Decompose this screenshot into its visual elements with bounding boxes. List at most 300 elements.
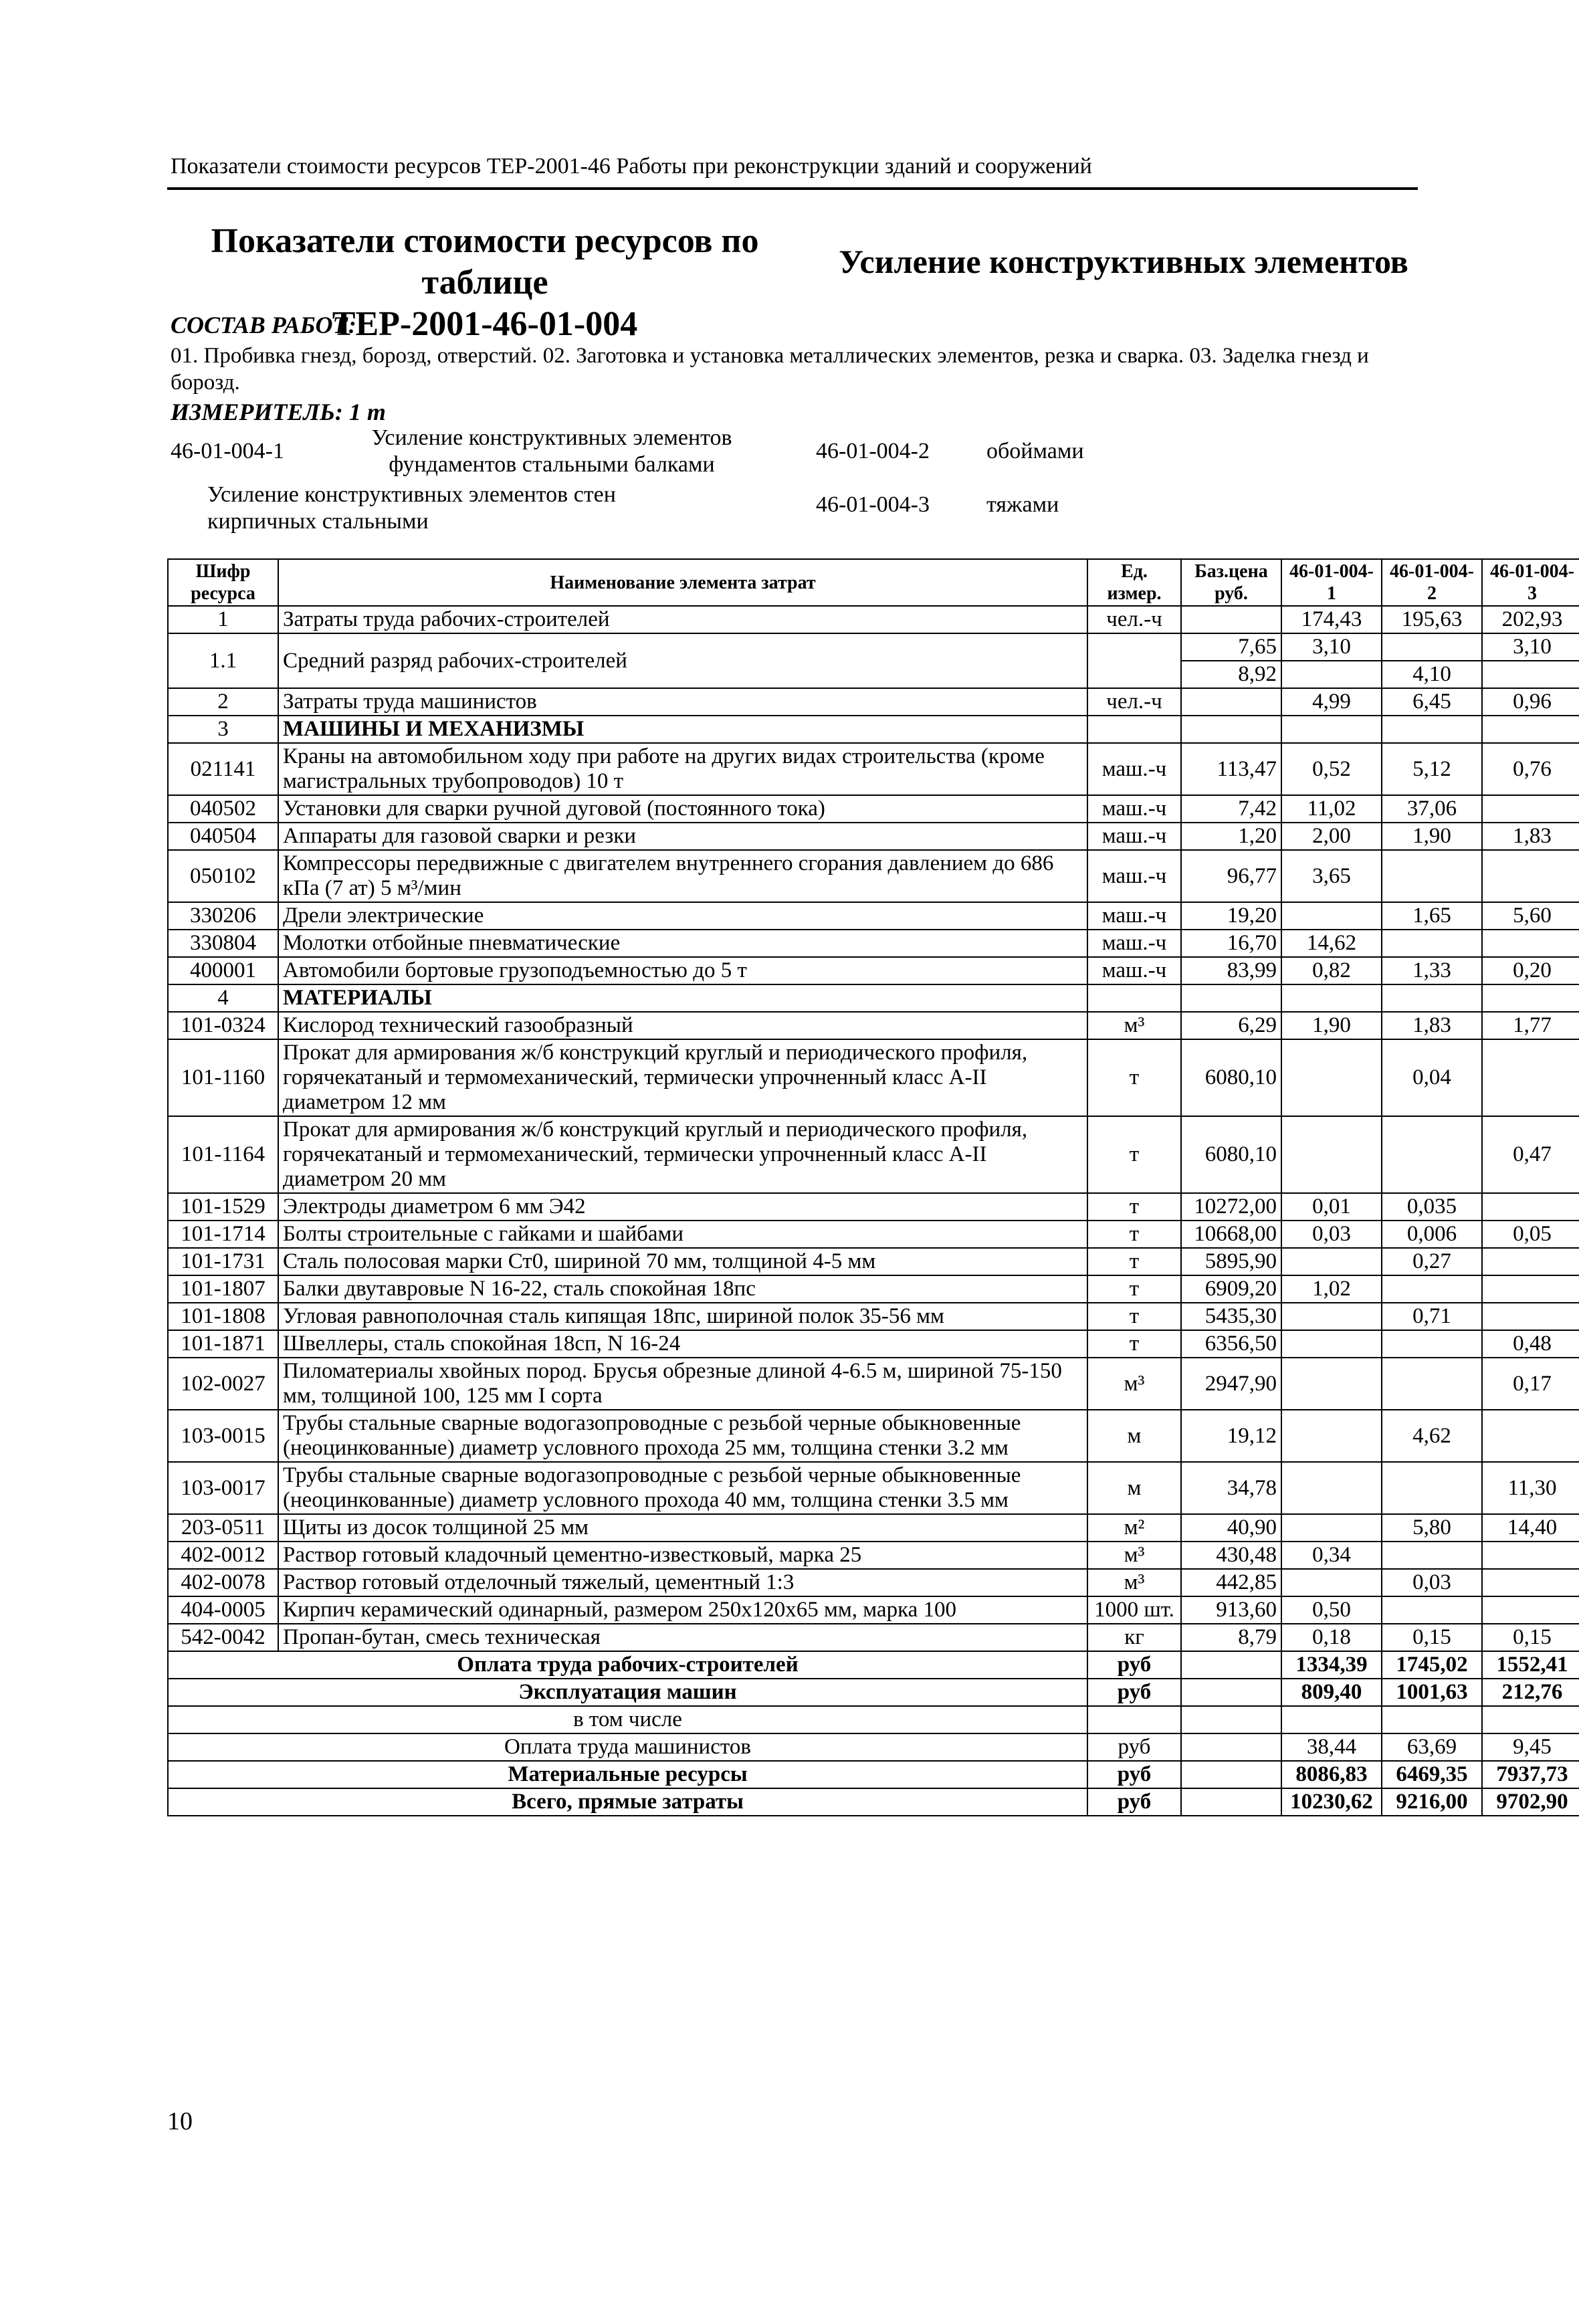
base-price: 5895,90	[1181, 1248, 1281, 1275]
resource-unit: маш.-ч	[1087, 850, 1181, 902]
resource-unit: т	[1087, 1248, 1181, 1275]
resource-unit: маш.-ч	[1087, 902, 1181, 930]
totals-row	[168, 1761, 1579, 1788]
header-variant-1: 46-01-004-1	[1281, 559, 1382, 606]
variant-2-value: 195,63	[1382, 606, 1482, 633]
variant-1-value: 0,50	[1281, 1596, 1382, 1624]
totals-label: Эксплуатация машин	[168, 1679, 1087, 1706]
totals-empty	[1181, 1733, 1281, 1761]
totals-row	[168, 1788, 1579, 1816]
variant-code-2: 46-01-004-2	[816, 439, 930, 463]
variant-3-value: 11,30	[1482, 1462, 1579, 1514]
base-price	[1181, 984, 1281, 1012]
resource-unit: кг	[1087, 1624, 1181, 1651]
resource-name: Болты строительные с гайками и шайбами	[278, 1221, 1087, 1248]
resource-name: Установки для сварки ручной дуговой (постоянного тока)	[278, 795, 1087, 823]
base-price: 113,47	[1181, 743, 1281, 795]
resource-code: 402-0012	[168, 1542, 278, 1569]
resource-code: 050102	[168, 850, 278, 902]
variant-2-value	[1382, 1596, 1482, 1624]
resource-name: Щиты из досок толщиной 25 мм	[278, 1514, 1087, 1542]
variant-3-value	[1482, 1248, 1579, 1275]
base-price: 6,29	[1181, 1012, 1281, 1039]
base-price: 34,78	[1181, 1462, 1281, 1514]
variant-1-value: 0,18	[1281, 1624, 1382, 1651]
base-price	[1181, 716, 1281, 743]
header-variant-3: 46-01-004-3	[1482, 559, 1579, 606]
table-row	[168, 957, 1579, 984]
resource-unit: чел.-ч	[1087, 606, 1181, 633]
base-price: 7,42	[1181, 795, 1281, 823]
table-row	[168, 984, 1579, 1012]
resource-code: 101-1714	[168, 1221, 278, 1248]
variant-3-value	[1482, 1193, 1579, 1221]
variant-3-value	[1482, 661, 1579, 688]
variant-2-value: 1,90	[1382, 823, 1482, 850]
resource-name: Затраты труда машинистов	[278, 688, 1087, 716]
totals-label: Оплата труда машинистов	[168, 1733, 1087, 1761]
resource-cost-table	[167, 558, 1579, 1816]
variant-1-value: 0,01	[1281, 1193, 1382, 1221]
table-row	[168, 1039, 1579, 1116]
variant-3-value: 0,76	[1482, 743, 1579, 795]
totals-variant-3: 7937,73	[1482, 1761, 1579, 1788]
section-title: Усиление конструктивных элементов	[839, 243, 1408, 280]
resource-name: Трубы стальные сварные водогазопроводные с резьбой черные обыкновенные (неоцинкованные) диаметр условного прохода 25 мм, толщина стенки 3.2 мм	[278, 1410, 1087, 1462]
resource-name: Краны на автомобильном ходу при работе на других видах строительства (кроме магистральных трубопроводов) 10 т	[278, 743, 1087, 795]
variant-2-value: 0,27	[1382, 1248, 1482, 1275]
variant-3-value: 0,15	[1482, 1624, 1579, 1651]
table-row	[168, 688, 1579, 716]
totals-empty	[1181, 1651, 1281, 1679]
totals-empty	[1181, 1788, 1281, 1816]
variant-1-value	[1281, 1514, 1382, 1542]
variant-2-value: 37,06	[1382, 795, 1482, 823]
header-name: Наименование элемента затрат	[278, 559, 1087, 606]
variant-3-value: 0,17	[1482, 1358, 1579, 1410]
variant-1-value: 0,34	[1281, 1542, 1382, 1569]
variant-2-value	[1382, 1462, 1482, 1514]
totals-row	[168, 1679, 1579, 1706]
table-row	[168, 633, 1579, 661]
variant-1-value: 174,43	[1281, 606, 1382, 633]
totals-unit: руб	[1087, 1679, 1181, 1706]
base-price: 7,65	[1181, 633, 1281, 661]
resource-name: Трубы стальные сварные водогазопроводные с резьбой черные обыкновенные (неоцинкованные) диаметр условного прохода 40 мм, толщина стенки 3.5 мм	[278, 1462, 1087, 1514]
totals-variant-2: 1745,02	[1382, 1651, 1482, 1679]
resource-name: Балки двутавровые N 16-22, сталь спокойная 18пс	[278, 1275, 1087, 1303]
totals-variant-3: 9702,90	[1482, 1788, 1579, 1816]
variant-1-value: 0,03	[1281, 1221, 1382, 1248]
resource-name: МАТЕРИАЛЫ	[278, 984, 1087, 1012]
resource-unit: маш.-ч	[1087, 795, 1181, 823]
variant-2-value: 0,04	[1382, 1039, 1482, 1116]
variant-2-value	[1382, 716, 1482, 743]
variant-2-value: 6,45	[1382, 688, 1482, 716]
header-code: Шифр ресурса	[168, 559, 278, 606]
base-price: 1,20	[1181, 823, 1281, 850]
base-price: 6080,10	[1181, 1116, 1281, 1193]
totals-variant-2: 9216,00	[1382, 1788, 1482, 1816]
variant-2-value	[1382, 984, 1482, 1012]
variant-3-value: 0,48	[1482, 1330, 1579, 1358]
resource-code: 203-0511	[168, 1514, 278, 1542]
page-number: 10	[167, 2107, 193, 2135]
table-row	[168, 902, 1579, 930]
base-price: 83,99	[1181, 957, 1281, 984]
totals-row	[168, 1651, 1579, 1679]
table-row	[168, 1248, 1579, 1275]
base-price: 19,20	[1181, 902, 1281, 930]
table-row	[168, 1275, 1579, 1303]
variant-2-value: 0,15	[1382, 1624, 1482, 1651]
totals-variant-1: 10230,62	[1281, 1788, 1382, 1816]
totals-unit: руб	[1087, 1651, 1181, 1679]
totals-variant-1: 1334,39	[1281, 1651, 1382, 1679]
resource-unit: м³	[1087, 1012, 1181, 1039]
variant-3-value	[1482, 984, 1579, 1012]
variant-1-value: 0,52	[1281, 743, 1382, 795]
variant-2-value: 1,33	[1382, 957, 1482, 984]
resource-code: 542-0042	[168, 1624, 278, 1651]
variant-2-value: 4,62	[1382, 1410, 1482, 1462]
variant-code-3: 46-01-004-3	[816, 492, 930, 517]
table-row	[168, 1514, 1579, 1542]
resource-unit: т	[1087, 1039, 1181, 1116]
totals-variant-3: 9,45	[1482, 1733, 1579, 1761]
works-label: СОСТАВ РАБОТ:	[171, 312, 356, 338]
resource-name: Автомобили бортовые грузоподъемностью до 5 т	[278, 957, 1087, 984]
resource-unit: т	[1087, 1275, 1181, 1303]
variant-3-value: 5,60	[1482, 902, 1579, 930]
table-row	[168, 850, 1579, 902]
variant-2-value	[1382, 633, 1482, 661]
base-price: 96,77	[1181, 850, 1281, 902]
variant-3-value: 0,96	[1482, 688, 1579, 716]
resource-unit: чел.-ч	[1087, 688, 1181, 716]
resource-unit: т	[1087, 1303, 1181, 1330]
resource-code: 101-1164	[168, 1116, 278, 1193]
variant-code-1: 46-01-004-1	[171, 439, 284, 463]
variant-1-value	[1281, 1410, 1382, 1462]
resource-code: 101-0324	[168, 1012, 278, 1039]
variant-1-value	[1281, 716, 1382, 743]
variant-1-value	[1281, 1116, 1382, 1193]
resource-code: 103-0015	[168, 1410, 278, 1462]
table-row	[168, 716, 1579, 743]
variant-2-value	[1382, 1358, 1482, 1410]
variant-2-value: 0,03	[1382, 1569, 1482, 1596]
variant-3-value: 0,47	[1482, 1116, 1579, 1193]
resource-code: 1	[168, 606, 278, 633]
resource-code: 103-0017	[168, 1462, 278, 1514]
variant-1-value	[1281, 902, 1382, 930]
resource-unit	[1087, 633, 1181, 688]
resource-name: Раствор готовый отделочный тяжелый, цементный 1:3	[278, 1569, 1087, 1596]
base-price: 6080,10	[1181, 1039, 1281, 1116]
resource-code: 101-1160	[168, 1039, 278, 1116]
variant-2-value: 0,006	[1382, 1221, 1482, 1248]
running-header: Показатели стоимости ресурсов ТЕР-2001-46 Работы при реконструкции зданий и сооружений	[171, 154, 1092, 179]
resource-unit: м	[1087, 1410, 1181, 1462]
table-row	[168, 743, 1579, 795]
variant-2-value	[1382, 1116, 1482, 1193]
table-header-row	[168, 559, 1579, 606]
variant-3-value	[1482, 1303, 1579, 1330]
base-price: 10272,00	[1181, 1193, 1281, 1221]
resource-name: Компрессоры передвижные с двигателем внутреннего сгорания давлением до 686 кПа (7 ат) 5 м³/мин	[278, 850, 1087, 902]
resource-unit: 1000 шт.	[1087, 1596, 1181, 1624]
variant-3-value	[1482, 795, 1579, 823]
variant-1-value	[1281, 1462, 1382, 1514]
header-variant-2: 46-01-004-2	[1382, 559, 1482, 606]
resource-name: Пиломатериалы хвойных пород. Брусья обрезные длиной 4-6.5 м, шириной 75-150 мм, толщиной 100, 125 мм I сорта	[278, 1358, 1087, 1410]
variant-3-value	[1482, 850, 1579, 902]
title-line-1: Показатели стоимости ресурсов по таблице	[211, 222, 759, 302]
variant-3-value	[1482, 930, 1579, 957]
resource-name: Угловая равнополочная сталь кипящая 18пс, шириной полок 35-56 мм	[278, 1303, 1087, 1330]
totals-label: Всего, прямые затраты	[168, 1788, 1087, 1816]
totals-variant-1: 8086,83	[1281, 1761, 1382, 1788]
resource-code: 402-0078	[168, 1569, 278, 1596]
table-row	[168, 1462, 1579, 1514]
totals-unit: руб	[1087, 1761, 1181, 1788]
variant-1-value	[1281, 661, 1382, 688]
resource-name: Пропан-бутан, смесь техническая	[278, 1624, 1087, 1651]
table-row	[168, 795, 1579, 823]
base-price: 6909,20	[1181, 1275, 1281, 1303]
base-price	[1181, 606, 1281, 633]
variant-3-value: 1,77	[1482, 1012, 1579, 1039]
variant-1-value	[1281, 1569, 1382, 1596]
base-price: 16,70	[1181, 930, 1281, 957]
resource-unit: маш.-ч	[1087, 957, 1181, 984]
base-price: 6356,50	[1181, 1330, 1281, 1358]
resource-unit: т	[1087, 1221, 1181, 1248]
variant-desc-1: Усиление конструктивных элементов фундаментов стальными балками	[371, 425, 732, 477]
totals-variant-3: 212,76	[1482, 1679, 1579, 1706]
variant-3-value	[1482, 1596, 1579, 1624]
variant-2-value: 4,10	[1382, 661, 1482, 688]
table-row	[168, 1330, 1579, 1358]
resource-code: 1.1	[168, 633, 278, 688]
variant-1-value: 4,99	[1281, 688, 1382, 716]
base-price: 2947,90	[1181, 1358, 1281, 1410]
variant-2-value	[1382, 1330, 1482, 1358]
totals-unit: руб	[1087, 1788, 1181, 1816]
resource-code: 400001	[168, 957, 278, 984]
variant-3-value	[1482, 716, 1579, 743]
variant-1-value: 0,82	[1281, 957, 1382, 984]
totals-variant-2: 1001,63	[1382, 1679, 1482, 1706]
resource-name: Молотки отбойные пневматические	[278, 930, 1087, 957]
table-row	[168, 1303, 1579, 1330]
base-price: 430,48	[1181, 1542, 1281, 1569]
variant-2-value: 1,65	[1382, 902, 1482, 930]
variant-1-value: 14,62	[1281, 930, 1382, 957]
base-price: 19,12	[1181, 1410, 1281, 1462]
base-price: 5435,30	[1181, 1303, 1281, 1330]
resource-code: 330206	[168, 902, 278, 930]
resource-code: 101-1807	[168, 1275, 278, 1303]
totals-variant-1: 809,40	[1281, 1679, 1382, 1706]
variant-1-value: 3,65	[1281, 850, 1382, 902]
resource-name: Швеллеры, сталь спокойная 18сп, N 16-24	[278, 1330, 1087, 1358]
table-row	[168, 1193, 1579, 1221]
resource-name: Электроды диаметром 6 мм Э42	[278, 1193, 1087, 1221]
variant-3-value: 14,40	[1482, 1514, 1579, 1542]
table-row	[168, 1569, 1579, 1596]
totals-label: в том числе	[168, 1706, 1087, 1733]
resource-name: Затраты труда рабочих-строителей	[278, 606, 1087, 633]
totals-unit: руб	[1087, 1733, 1181, 1761]
resource-name: Сталь полосовая марки Ст0, шириной 70 мм, толщиной 4-5 мм	[278, 1248, 1087, 1275]
base-price: 10668,00	[1181, 1221, 1281, 1248]
resource-code: 101-1731	[168, 1248, 278, 1275]
table-row	[168, 823, 1579, 850]
base-price: 913,60	[1181, 1596, 1281, 1624]
variant-3-value	[1482, 1542, 1579, 1569]
totals-variant-2: 63,69	[1382, 1733, 1482, 1761]
variant-2-value	[1382, 1275, 1482, 1303]
totals-label: Материальные ресурсы	[168, 1761, 1087, 1788]
resource-code: 101-1871	[168, 1330, 278, 1358]
totals-variant-3	[1482, 1706, 1579, 1733]
variant-1-value	[1281, 1248, 1382, 1275]
header-unit: Ед. измер.	[1087, 559, 1181, 606]
resource-code: 404-0005	[168, 1596, 278, 1624]
variant-2-value: 0,035	[1382, 1193, 1482, 1221]
variant-2-value: 5,80	[1382, 1514, 1482, 1542]
variant-3-value: 3,10	[1482, 633, 1579, 661]
resource-name: Кирпич керамический одинарный, размером 250х120х65 мм, марка 100	[278, 1596, 1087, 1624]
table-row	[168, 1116, 1579, 1193]
resource-code: 040502	[168, 795, 278, 823]
resource-name: Средний разряд рабочих-строителей	[278, 633, 1087, 688]
table-row	[168, 1624, 1579, 1651]
variant-desc-3: Усиление конструктивных элементов стен кирпичных стальными	[207, 482, 616, 534]
resource-name: Раствор готовый кладочный цементно-известковый, марка 25	[278, 1542, 1087, 1569]
resource-unit: м³	[1087, 1542, 1181, 1569]
variant-1-value	[1281, 984, 1382, 1012]
totals-row	[168, 1733, 1579, 1761]
base-price: 40,90	[1181, 1514, 1281, 1542]
totals-variant-3: 1552,41	[1482, 1651, 1579, 1679]
resource-code: 040504	[168, 823, 278, 850]
resource-code: 3	[168, 716, 278, 743]
resource-name: Прокат для армирования ж/б конструкций круглый и периодического профиля, горячекатаный и термомеханический, термически упрочненный класс А-II диаметром 12 мм	[278, 1039, 1087, 1116]
base-price	[1181, 688, 1281, 716]
table-row	[168, 930, 1579, 957]
variant-2-value	[1382, 850, 1482, 902]
header-rule	[167, 187, 1418, 190]
resource-name: МАШИНЫ И МЕХАНИЗМЫ	[278, 716, 1087, 743]
table-row	[168, 1221, 1579, 1248]
variant-1-value: 3,10	[1281, 633, 1382, 661]
resource-unit: м²	[1087, 1514, 1181, 1542]
totals-unit	[1087, 1706, 1181, 1733]
variant-2-value: 1,83	[1382, 1012, 1482, 1039]
variant-2-value: 0,71	[1382, 1303, 1482, 1330]
table-row	[168, 1012, 1579, 1039]
resource-unit: т	[1087, 1330, 1181, 1358]
table-row	[168, 1596, 1579, 1624]
resource-name: Кислород технический газообразный	[278, 1012, 1087, 1039]
totals-variant-2	[1382, 1706, 1482, 1733]
title-line-2: ТЕР-2001-46-01-004	[332, 305, 638, 343]
variant-3-value	[1482, 1275, 1579, 1303]
resource-code: 101-1529	[168, 1193, 278, 1221]
resource-unit	[1087, 984, 1181, 1012]
totals-variant-2: 6469,35	[1382, 1761, 1482, 1788]
totals-variant-1	[1281, 1706, 1382, 1733]
variant-3-value: 202,93	[1482, 606, 1579, 633]
resource-unit: т	[1087, 1116, 1181, 1193]
variant-1-value	[1281, 1330, 1382, 1358]
table-row	[168, 1542, 1579, 1569]
variant-3-value: 0,20	[1482, 957, 1579, 984]
resource-code: 102-0027	[168, 1358, 278, 1410]
resource-name: Прокат для армирования ж/б конструкций круглый и периодического профиля, горячекатаный и термомеханический, термически упрочненный класс А-II диаметром 20 мм	[278, 1116, 1087, 1193]
resource-unit: маш.-ч	[1087, 743, 1181, 795]
resource-code: 021141	[168, 743, 278, 795]
variant-1-value: 1,90	[1281, 1012, 1382, 1039]
variant-desc-2: обоймами	[986, 439, 1084, 463]
table-row	[168, 1358, 1579, 1410]
resource-name: Дрели электрические	[278, 902, 1087, 930]
resource-unit: маш.-ч	[1087, 930, 1181, 957]
variant-1-value	[1281, 1039, 1382, 1116]
variant-1-value	[1281, 1358, 1382, 1410]
variant-3-value	[1482, 1410, 1579, 1462]
base-price: 442,85	[1181, 1569, 1281, 1596]
resource-unit: м	[1087, 1462, 1181, 1514]
variant-3-value: 1,83	[1482, 823, 1579, 850]
variant-3-value	[1482, 1569, 1579, 1596]
variant-1-value	[1281, 1303, 1382, 1330]
resource-name: Аппараты для газовой сварки и резки	[278, 823, 1087, 850]
totals-empty	[1181, 1679, 1281, 1706]
resource-unit: т	[1087, 1193, 1181, 1221]
resource-unit: м³	[1087, 1358, 1181, 1410]
totals-variant-1: 38,44	[1281, 1733, 1382, 1761]
resource-unit: маш.-ч	[1087, 823, 1181, 850]
variant-desc-3b: тяжами	[986, 492, 1059, 517]
variant-1-value: 2,00	[1281, 823, 1382, 850]
resource-code: 2	[168, 688, 278, 716]
totals-empty	[1181, 1761, 1281, 1788]
variant-2-value	[1382, 930, 1482, 957]
totals-empty	[1181, 1706, 1281, 1733]
resource-unit: м³	[1087, 1569, 1181, 1596]
resource-code: 330804	[168, 930, 278, 957]
base-price: 8,92	[1181, 661, 1281, 688]
variant-3-value	[1482, 1039, 1579, 1116]
base-price: 8,79	[1181, 1624, 1281, 1651]
resource-code: 4	[168, 984, 278, 1012]
variant-2-value	[1382, 1542, 1482, 1569]
table-row	[168, 1410, 1579, 1462]
header-price: Баз.цена руб.	[1181, 559, 1281, 606]
variant-1-value: 11,02	[1281, 795, 1382, 823]
measure-label: ИЗМЕРИТЕЛЬ: 1 т	[171, 399, 386, 425]
totals-label: Оплата труда рабочих-строителей	[168, 1651, 1087, 1679]
works-text: 01. Пробивка гнезд, борозд, отверстий. 02. Заготовка и установка металлических элементов, резка и сварка. 03. Заделка гнезд и борозд.	[171, 344, 1369, 395]
resource-unit	[1087, 716, 1181, 743]
variant-2-value: 5,12	[1382, 743, 1482, 795]
variant-3-value: 0,05	[1482, 1221, 1579, 1248]
variant-1-value: 1,02	[1281, 1275, 1382, 1303]
